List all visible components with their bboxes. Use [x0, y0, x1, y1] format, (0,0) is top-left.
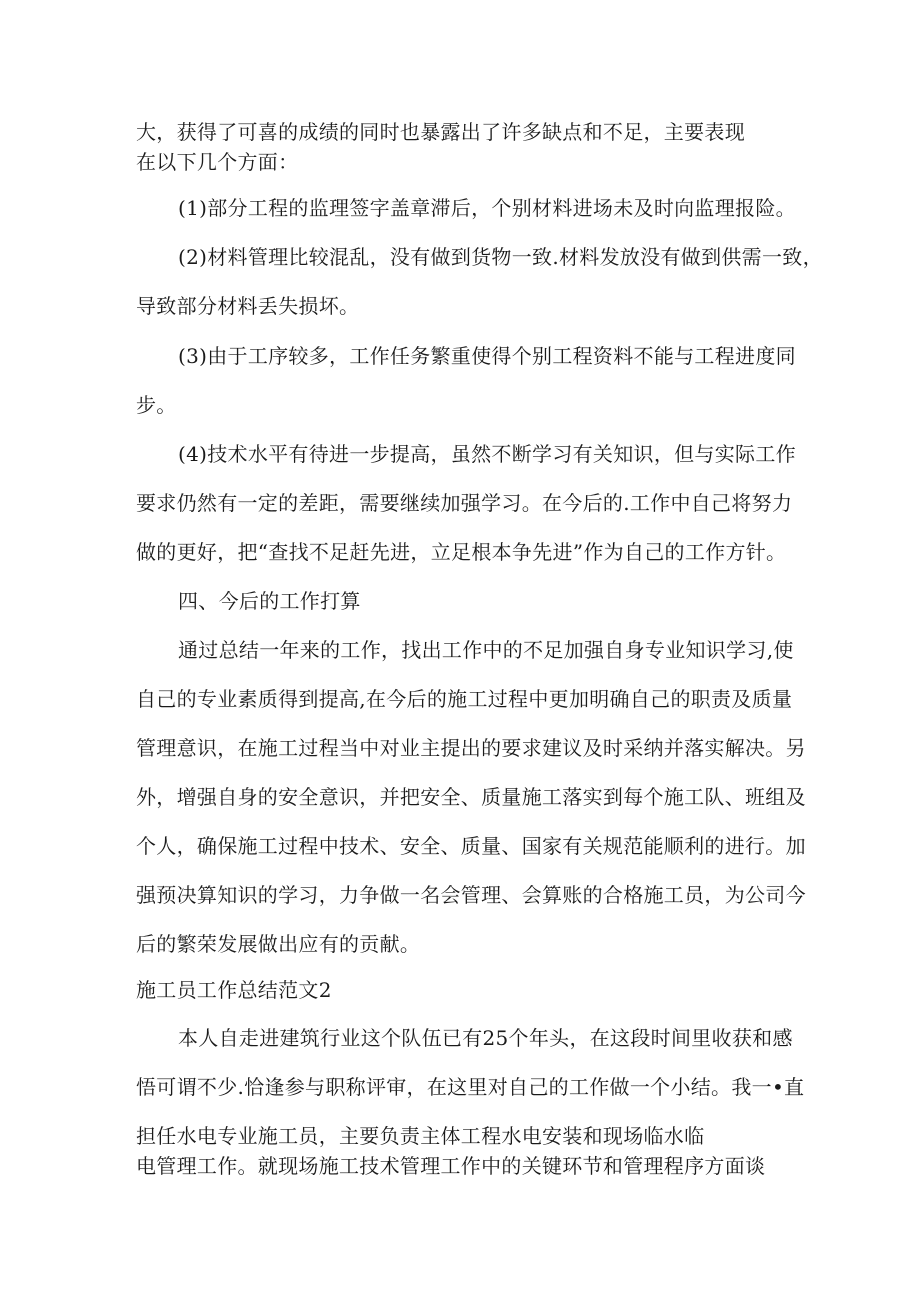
text-line: 步。: [136, 393, 177, 417]
paragraph-line: 电管理工作。就现场施工技术管理工作中的关键环节和管理程序方面谈: [136, 1154, 766, 1178]
list-item: (4)技术水平有待进一步提高，虽然不断学习有关知识，但与实际工作: [178, 442, 796, 466]
paragraph-line: 本人自走进建筑行业这个队伍已有25个年头，在这段时间里收获和感: [178, 1026, 793, 1050]
list-item: (2)材料管理比较混乱，没有做到货物一致.材料发放没有做到供需一致，: [178, 245, 823, 269]
paragraph-line: 强预决算知识的学习，力争做一名会管理、会算账的合格施工员，为公司今: [136, 883, 806, 907]
document-subtitle: 施工员工作总结范文2: [136, 978, 332, 1002]
text-line: 在以下几个方面：: [136, 150, 299, 174]
text-line: 做的更好，把“查找不足赶先进，立足根本争先进”作为自己的工作方针。: [136, 540, 787, 564]
list-item: (1)部分工程的监理签字盖章滞后，个别材料进场未及时向监理报险。: [178, 196, 796, 220]
paragraph-line: 通过总结一年来的工作，找出工作中的不足加强自身专业知识学习,使: [178, 638, 794, 662]
section-heading: 四、今后的工作打算: [178, 589, 361, 613]
paragraph-line: 自己的专业素质得到提高,在今后的施工过程中更加明确自己的职责及质量: [136, 687, 793, 711]
paragraph-line: 个人，确保施工过程中技术、安全、质量、国家有关规范能顺利的进行。加: [136, 834, 806, 858]
paragraph-line: 管理意识，在施工过程当中对业主提出的要求建议及时采纳并落实解决。另: [136, 736, 806, 760]
paragraph-line: 外，增强自身的安全意识，并把安全、质量施工落实到每个施工队、班组及: [136, 785, 806, 809]
paragraph-line: 悟可谓不少.恰逢参与职称评审，在这里对自己的工作做一个小结。我一•直: [136, 1075, 805, 1099]
text-line: 导致部分材料丢失损坏。: [136, 294, 360, 318]
paragraph-line: 后的繁荣发展做出应有的贡献。: [136, 932, 421, 956]
list-item: (3)由于工序较多，工作任务繁重使得个别工程资料不能与工程进度同: [178, 344, 796, 368]
paragraph-line: 担任水电专业施工员，主要负责主体工程水电安装和现场临水临: [136, 1124, 705, 1148]
text-line: 大，获得了可喜的成绩的同时也暴露出了许多缺点和不足，主要表现: [136, 120, 745, 144]
text-line: 要求仍然有一定的差距，需要继续加强学习。在今后的.工作中自己将努力: [136, 491, 793, 515]
